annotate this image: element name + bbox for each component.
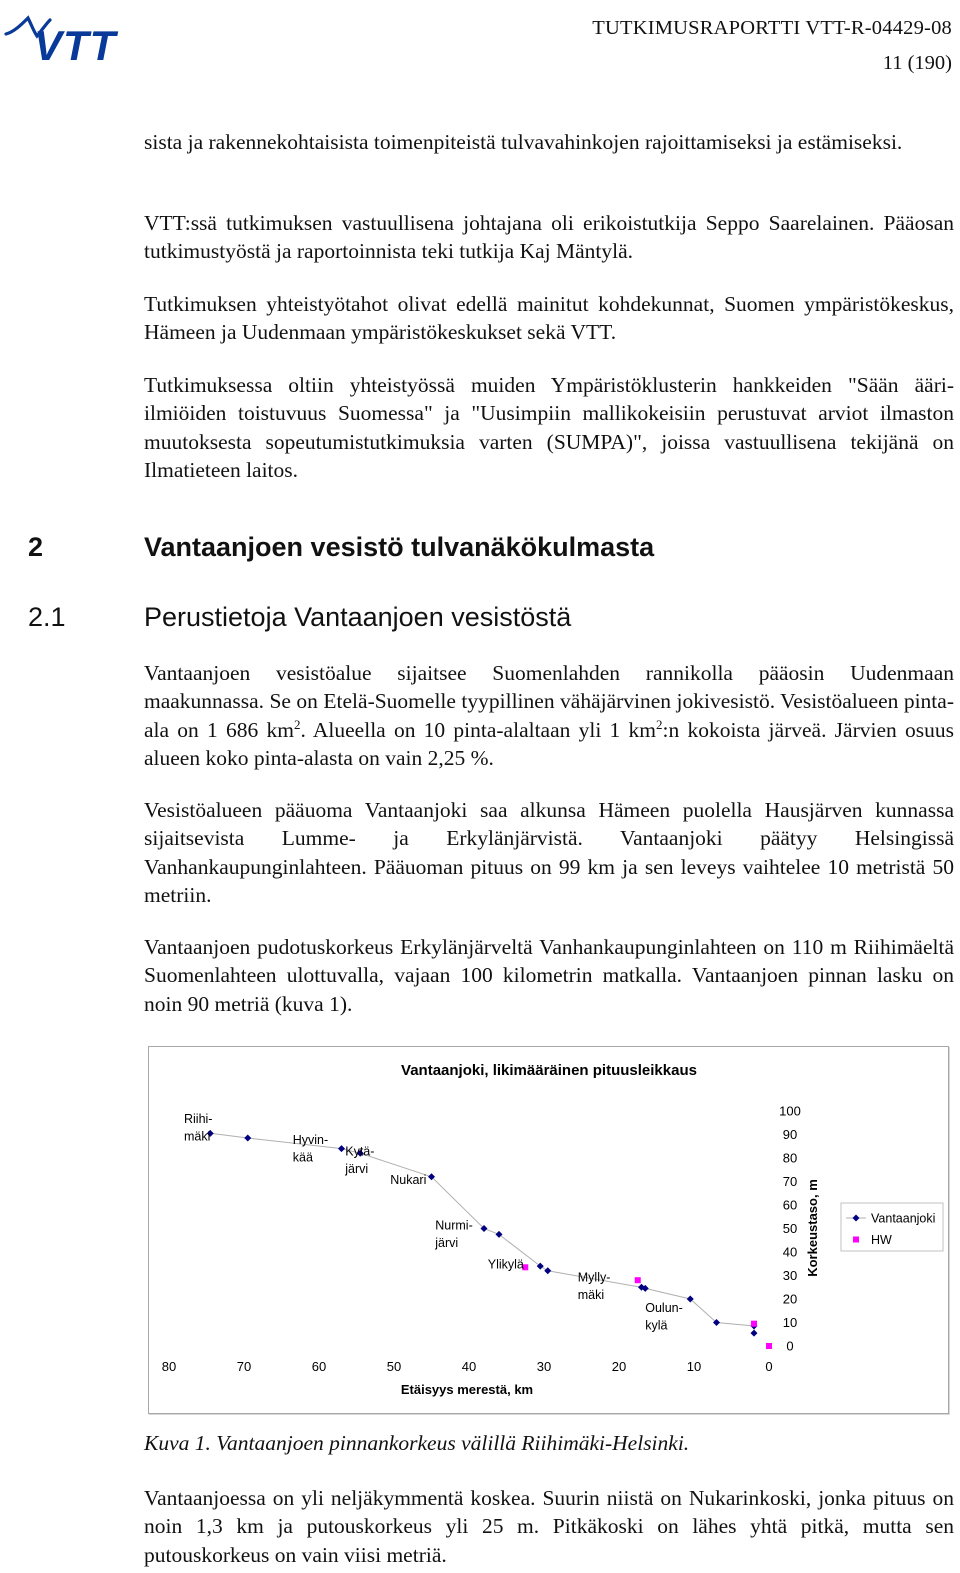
paragraph: VTT:ssä tutkimuksen vastuullisena johtajana oli erikoistutkija Seppo Saarelainen. Pääosan tutkimustyöstä ja raportoinnista teki tutkija Kaj Mäntylä. xyxy=(144,211,954,264)
point-label: Ylikylä xyxy=(487,1257,524,1272)
point-label: Nukari xyxy=(390,1172,427,1187)
data-point-square xyxy=(635,1277,641,1283)
subsection-number: 2.1 xyxy=(28,602,66,632)
x-tick-label: 20 xyxy=(611,1359,627,1374)
point-label: Riihi- xyxy=(184,1111,213,1126)
x-tick-label: 40 xyxy=(461,1359,477,1374)
vtt-logo xyxy=(4,6,160,64)
y-axis-title: Korkeustaso, m xyxy=(805,1179,820,1277)
legend-label: HW xyxy=(871,1233,892,1247)
x-tick-label: 60 xyxy=(311,1359,327,1374)
y-tick-label: 30 xyxy=(782,1268,798,1283)
point-label: mäki xyxy=(184,1129,211,1144)
y-tick-label: 50 xyxy=(782,1221,798,1236)
y-tick-label: 80 xyxy=(782,1150,798,1166)
data-point-diamond xyxy=(244,1135,251,1142)
point-label: kylä xyxy=(645,1318,668,1333)
data-point-diamond xyxy=(751,1330,758,1337)
superscript: 2 xyxy=(293,716,301,732)
x-tick-label: 10 xyxy=(686,1359,702,1374)
point-label: järvi xyxy=(345,1162,369,1177)
point-label: Kytä- xyxy=(345,1144,375,1159)
point-label: Hyvin- xyxy=(292,1132,329,1147)
x-tick-label: 50 xyxy=(386,1359,402,1374)
data-point-diamond xyxy=(338,1145,345,1152)
paragraph: Tutkimuksessa oltiin yhteistyössä muiden Ympäristöklusterin hankkeiden "Sään ääri-ilmiöiden toistuvuus Suomessa" ja "Uusimpiin mallikokeisiin perustuvat arviot ilmaston muutoksesta sopeutumistutkimuksia varten (SUMPA)", joissa vastuullisena tekijänä on Ilmatieteen laitos. xyxy=(144,373,954,483)
x-tick-label: 80 xyxy=(161,1359,177,1374)
paragraph: Vantaanjoen pudotuskorkeus Erkylänjärveltä Vanhankaupunginlahteen on 110 m Riihimäeltä Suomenlahteen ulottuvalla, vajaan 100 kilometrin matkalla. Vantaanjoen pinnan lasku on noin 90 metriä (kuva 1). xyxy=(144,935,954,1016)
paragraph: Vesistöalueen pääuoma Vantaanjoki saa alkunsa Hämeen puolella Hausjärven kunnassa sijaitsevista Lumme- ja Erkylänjärvistä. Vantaanjoki päätyy Helsingissä Vanhankaupunginlahteen. Pääuoman pituus on 99 km ja sen leveys vaihtelee 10 metristä 50 metriin. xyxy=(144,798,954,908)
x-tick-label: 0 xyxy=(765,1359,773,1374)
data-point-square xyxy=(766,1343,772,1349)
superscript: 2 xyxy=(656,716,663,732)
chart-frame xyxy=(148,1046,949,1414)
y-tick-label: 0 xyxy=(786,1338,794,1354)
section-title: Vantaanjoen vesistö tulvanäkökulmasta xyxy=(144,532,655,562)
section-number: 2 xyxy=(28,532,44,562)
x-tick-label: 70 xyxy=(236,1359,252,1374)
text-run: Vantaanjoen vesistöalue sijaitsee Suomenlahden rannikolla pääosin Uudenmaan maakunnassa. Se on Etelä-Suomelle tyypillinen vähäjärvinen jokivesistö. Vesistöalueen pinta-ala on 1 686 km xyxy=(144,661,954,742)
page-number: 11 (190) xyxy=(882,52,952,74)
chart-title: Vantaanjoki, likimääräinen pituusleikkaus xyxy=(401,1062,697,1079)
elevation-chart xyxy=(149,1047,949,1415)
figure-caption: Kuva 1. Vantaanjoen pinnankorkeus välillä Riihimäki-Helsinki. xyxy=(144,1431,690,1455)
x-axis-title: Etäisyys merestä, km xyxy=(400,1382,534,1397)
logo-text: VTT xyxy=(34,22,117,64)
point-label: kää xyxy=(292,1150,313,1165)
data-point-square xyxy=(751,1321,757,1327)
legend-marker xyxy=(853,1237,859,1243)
y-tick-label: 20 xyxy=(782,1291,798,1307)
text-run: . Alueella on 10 pinta-alaltaan yli 1 km xyxy=(300,717,657,742)
point-label: järvi xyxy=(435,1236,459,1251)
y-tick-label: 100 xyxy=(779,1103,801,1119)
x-tick-label: 30 xyxy=(536,1359,552,1374)
legend-box xyxy=(841,1203,943,1251)
point-label: Nurmi- xyxy=(435,1218,473,1233)
text-run: :n kokoista järveä. Järvien osuus alueen koko pinta-alasta on vain 2,25 %. xyxy=(144,717,954,771)
y-tick-label: 10 xyxy=(782,1315,798,1330)
y-tick-label: 90 xyxy=(782,1127,798,1142)
paragraph: Tutkimuksen yhteistyötahot olivat edellä mainitut kohdekunnat, Suomen ympäristökeskus, Hämeen ja Uudenmaan ympäristökeskukset sekä VTT. xyxy=(144,292,954,345)
y-tick-label: 70 xyxy=(782,1174,798,1189)
paragraph xyxy=(144,659,954,773)
data-point-diamond xyxy=(544,1267,551,1274)
report-id: TUTKIMUSRAPORTTI VTT-R-04429-08 xyxy=(592,17,952,39)
point-label: mäki xyxy=(577,1287,605,1302)
point-label: Mylly- xyxy=(577,1270,611,1285)
point-label: Oulun- xyxy=(645,1300,683,1315)
paragraph: sista ja rakennekohtaisista toimenpiteistä tulvavahinkojen rajoittamiseksi ja estämiseksi. xyxy=(144,130,903,154)
legend-label: Vantaanjoki xyxy=(871,1211,936,1226)
y-tick-label: 40 xyxy=(782,1244,798,1260)
subsection-title: Perustietoja Vantaanjoen vesistöstä xyxy=(144,602,572,632)
y-tick-label: 60 xyxy=(782,1197,798,1213)
paragraph: Vantaanjoessa on yli neljäkymmentä koskea. Suurin niistä on Nukarinkoski, jonka pituus on noin 1,3 km ja putouskorkeus yli 25 m. Pitkäkoski on lähes yhtä pitkä, mutta sen putouskorkeus on vain viisi metriä. xyxy=(144,1486,954,1567)
